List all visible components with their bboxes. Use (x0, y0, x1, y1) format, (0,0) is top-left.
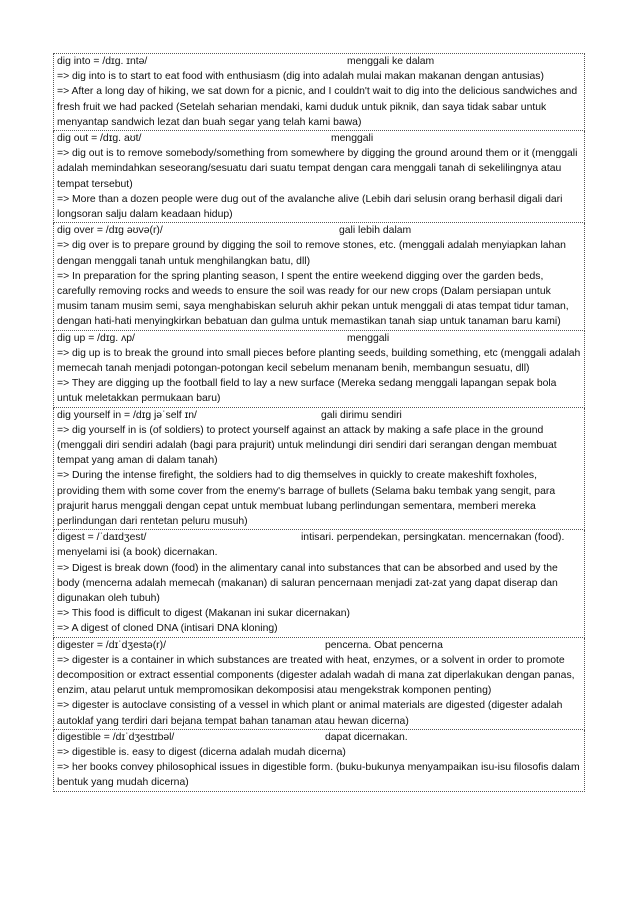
entry-meaning: menggali ke dalam (347, 56, 435, 67)
entry-head (57, 408, 581, 423)
dictionary-entry (53, 53, 585, 131)
entry-text-line: => This food is difficult to digest (Makanan ini sukar dicernakan) (57, 608, 351, 620)
entry-text-line: => They are digging up the football field to lay a new surface (Mereka sedang menggali lapangan sepak bola untuk meletakkan permukaan baru) (57, 378, 557, 405)
entry-head (57, 730, 581, 745)
entry-meaning: menggali (331, 133, 374, 144)
entry-head (57, 54, 581, 69)
entry-head (57, 530, 581, 560)
entry-term: dig yourself in = /dɪɡ jəˈself ɪn/ (57, 409, 197, 421)
entry-meaning: intisari. perpendekan, persingkatan. mencernakan (food). menyelami isi (a book) dicernakan. (57, 532, 565, 559)
dictionary-entry (53, 530, 585, 637)
entry-text-line: => her books convey philosophical issues in digestible form. (buku-bukunya menyampaikan isu-isu filosofis dalam bentuk yang mudah dicerna) (57, 762, 580, 789)
entry-term: dig over = /dɪɡ əʊvə(r)/ (57, 225, 163, 237)
vocabulary-document (53, 53, 585, 792)
entry-text-line: => dig over is to prepare ground by digging the soil to remove stones, etc. (menggali adalah menyiapkan lahan dengan menggali tanah untuk menghilangkan batu, dll) (57, 240, 566, 267)
entry-text-line: => digester is a container in which substances are treated with heat, enzymes, or a solvent in order to promote decomposition or extract essential components (digester adalah wadah di mana zat diperlakukan dengan panas, enzim, atau pelarut untuk mempromosikan dekomposisi atau mengekstrak komponen penting) (57, 654, 575, 697)
dictionary-entry (53, 131, 585, 223)
entry-meaning: pencerna. Obat pencerna (325, 639, 443, 651)
entry-meaning: gali lebih dalam (339, 225, 412, 237)
entry-text-line: => After a long day of hiking, we sat down for a picnic, and I couldn't wait to dig into the delicious sandwiches and fresh fruit we had packed (Setelah seharian mendaki, kami duduk untuk piknik, dan saya tidak sabar untuk menyantap sandwich lezat dan buah segar yang telah kami bawa) (57, 86, 578, 128)
entry-term: digestible = /dɪˈdʒestɪbəl/ (57, 731, 175, 743)
entry-text-line: => digester is autoclave consisting of a vessel in which plant or animal materials are digested (digester adalah autoklaf yang terdiri dari bejana tempat bahan tanaman atau hewan dicerna) (57, 700, 563, 727)
entry-meaning: menggali (347, 332, 390, 344)
entry-head (57, 331, 581, 346)
entry-term: dig into = /dɪɡ. ɪntə/ (57, 56, 148, 67)
entry-text-line: => dig out is to remove somebody/something from somewhere by digging the ground around them or it (menggali adalah memindahkan seseorang/sesuatu dari suatu tempat dengan cara menggali tanah di sekelilingnya atau tempat tersebut) (57, 148, 578, 190)
dictionary-entry (53, 331, 585, 408)
entry-text-line: => More than a dozen people were dug out of the avalanche alive (Lebih dari selusin orang berhasil digali dari longsoran salju dalam keadaan hidup) (57, 193, 563, 220)
dictionary-entry (53, 730, 585, 792)
entry-head (57, 223, 581, 238)
dictionary-entry (53, 638, 585, 730)
entry-term: dig up = /dɪɡ. ʌp/ (57, 332, 135, 344)
entry-term: digester = /dɪˈdʒestə(r)/ (57, 639, 166, 651)
entry-head (57, 131, 581, 146)
entry-head (57, 638, 581, 653)
entry-term: digest = /ˈdaɪdʒest/ (57, 532, 147, 544)
entry-meaning: gali dirimu sendiri (321, 409, 402, 421)
entry-text-line: => digestible is. easy to digest (dicerna adalah mudah dicerna) (57, 747, 346, 759)
entry-text-line: => dig into is to start to eat food with enthusiasm (dig into adalah mulai makan makanan dengan antusias) (57, 71, 544, 83)
entry-text-line: => During the intense firefight, the soldiers had to dig themselves in quickly to create makeshift foxholes, providing them with some cover from the enemy's barrage of bullets (Selama baku tembak yang sengit, para prajurit harus menggali dengan cepat untuk membuat lubang perlindungan sementara, memberi mereka perlindungan dari rentetan peluru musuh) (57, 470, 556, 528)
entry-text-line: => dig up is to break the ground into small pieces before planting seeds, building something, etc (menggali adalah memecah tanah menjadi potongan-potongan kecil sebelum menanam benih, membangun sesuatu, dll) (57, 347, 581, 374)
entry-meaning: dapat dicernakan. (325, 731, 408, 743)
entry-text-line: => dig yourself in is (of soldiers) to protect yourself against an attack by making a safe place in the ground (menggali diri sendiri adalah (bagi para prajurit) untuk melindungi diri sendiri dari serangan dengan membuat tempat yang aman di dalam tanah) (57, 424, 557, 467)
entry-text-line: => A digest of cloned DNA (intisari DNA kloning) (57, 623, 278, 635)
entry-text-line: => In preparation for the spring planting season, I spent the entire weekend digging over the garden beds, carefully removing rocks and weeds to ensure the soil was ready for our new crops (Dalam persiapan untuk musim tanam musim semi, saya menghabiskan seluruh akhir pekan untuk menggali di atas tempat tidur taman, dengan hati-hati menyingkirkan bebatuan dan gulma untuk memastikan tanah siap untuk tanaman baru kami) (57, 270, 569, 328)
dictionary-entry (53, 408, 585, 531)
entry-text-line: => Digest is break down (food) in the alimentary canal into substances that can be absorbed and used by the body (mencerna adalah memecah (makanan) di saluran pencernaan menjadi zat-zat yang dapat diserap dan digunakan oleh tubuh) (57, 562, 558, 605)
dictionary-entry (53, 223, 585, 330)
entry-term: dig out = /dɪɡ. aʊt/ (57, 133, 142, 144)
